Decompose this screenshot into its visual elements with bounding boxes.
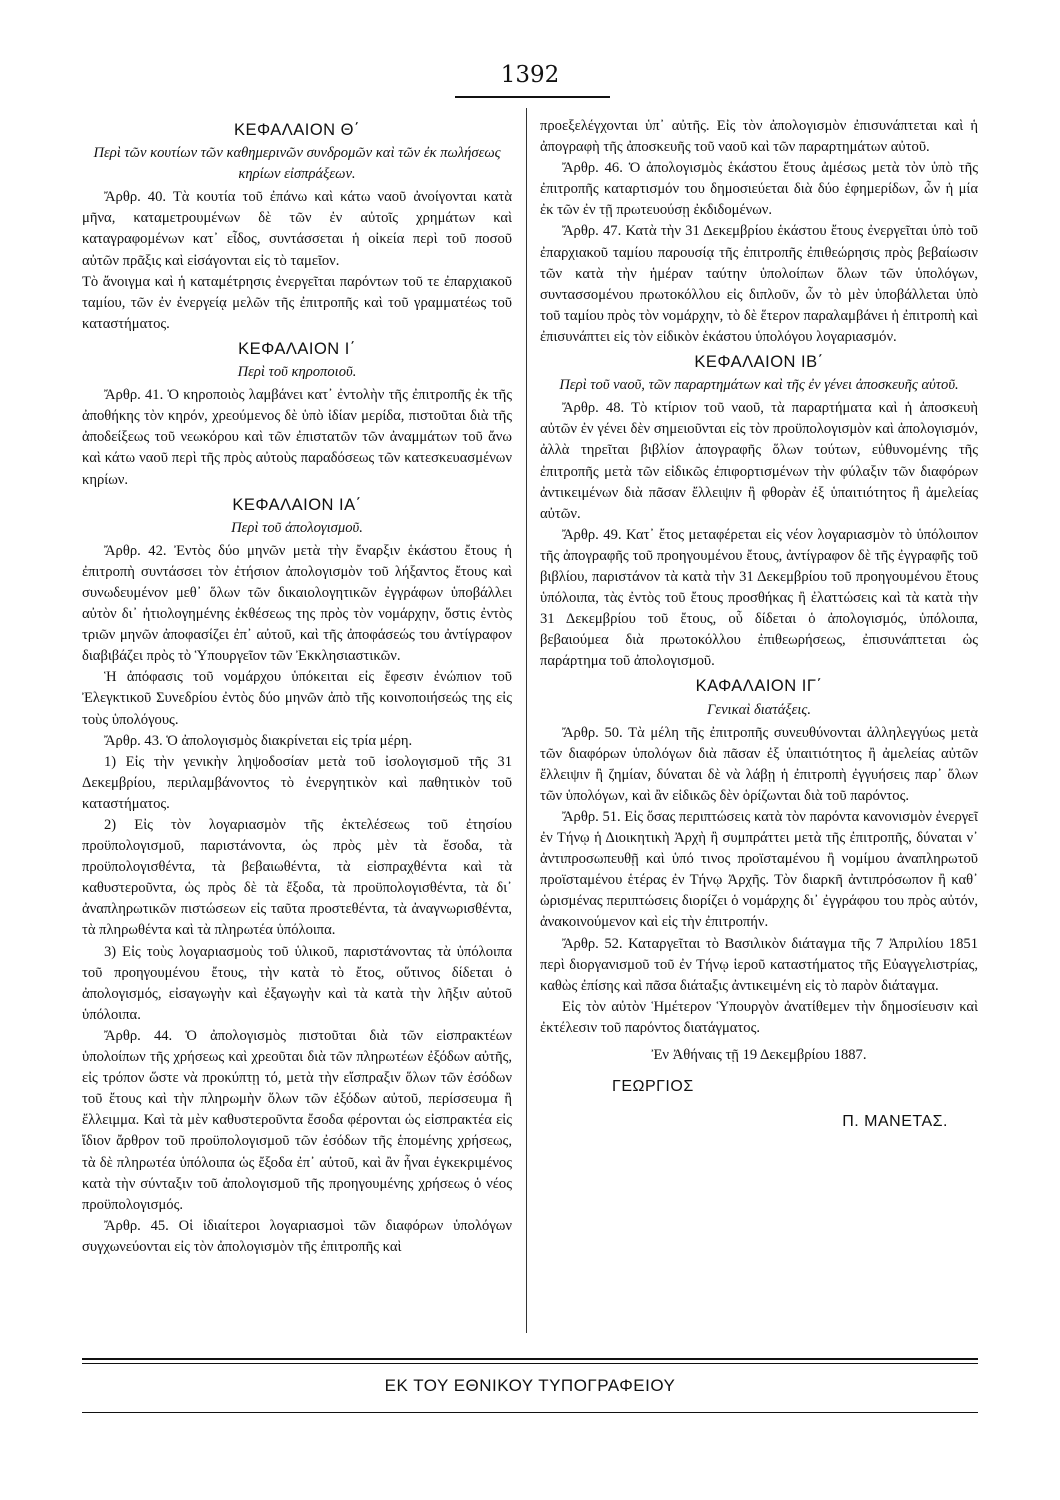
article-51: Ἄρθρ. 51. Εἰς ὅσας περιπτώσεις κατὰ τὸν παρόντα κανονισμὸν ἐνεργεῖ ἐν Τήνῳ ἡ Διοικητικὴ Ἀρχὴ ἢ συμπράττει μετὰ τῆς ἐπιτροπῆς, δύναται ν᾽ ἀντιπροσωπευθῇ καὶ ὑπό τινος προϊσταμένου ἢ νομίμου ἀναπληρωτοῦ προϊσταμένου ἑτέρας ἐν Τήνῳ Ἀρχῆς. Τὸν διαρκῆ ἀντιπρόσωπον ἢ καθ᾽ ὡρισμένας περιπτώσεις διορίζει ὁ νομάρχης δι᾽ ἐγγράφου του πρὸς αὐτόν, ἀνακοινούμενον καὶ εἰς τὴν ἐπιτροπήν. [540,809,978,931]
chapter-9-heading: ΚΕΦΑΛΑΙΟΝ Θ΄ [234,121,360,139]
chapter-11-subtitle: Περὶ τοῦ ἀπολογισμοῦ. [231,519,363,536]
article-40: Ἄρθρ. 40. Τὰ κουτία τοῦ ἐπάνω καὶ κάτω ναοῦ ἀνοίγονται κατὰ μῆνα, καταμετρουμένων δὲ τῶν ἐν αὐτοῖς χρημάτων καὶ καταγραφομένων κατ᾽ εἶδος, συντάσσεται ἡ οἰκεία περὶ τοῦ ποσοῦ αὐτῶν πρᾶξις καὶ εἰσάγονται εἰς τὸ ταμεῖον. [82,189,512,269]
closing-clause: Εἰς τὸν αὐτὸν Ἡμέτερον Ὑπουργὸν ἀνατίθεμεν τὴν δημοσίευσιν καὶ ἐκτέλεσιν τοῦ παρόντος διατάγματος. [540,998,978,1036]
chapter-10-heading: ΚΕΦΑΛΑΙΟΝ Ι΄ [238,339,356,358]
header-rule [455,96,610,98]
article-45-start: Ἄρθρ. 45. Οἱ ἰδιαίτεροι λογαριασμοὶ τῶν διαφόρων ὑπολόγων συγχωνεύονται εἰς τὸν ἀπολογισμὸν τῆς ἐπιτροπῆς καὶ [82,1217,512,1255]
chapter-12-heading: ΚΕΦΑΛΑΙΟΝ ΙΒ΄ [694,353,824,372]
article-45-end: προεξελέγχονται ὑπ᾽ αὐτῆς. Εἰς τὸν ἀπολογισμὸν ἐπισυνάπτεται καὶ ἡ ἀπογραφὴ τῆς ἀποσκευῆς τοῦ ναοῦ καὶ τῶν παραρτημάτων αὐτοῦ. [540,118,978,156]
page-number: 1392 [500,62,560,88]
article-43-item-3: 3) Εἰς τοὺς λογαριασμοὺς τοῦ ὑλικοῦ, παριστάνοντας τὰ ὑπόλοιπα τοῦ προηγουμένου ἔτους, τὴν κατὰ τὸ ἔτος, οὕτινος δίδεται ὁ ἀπολογισμός, εἰσαγωγὴν καὶ ἐξαγωγὴν καὶ τὰ κατὰ τὴν λῆξιν αὐτοῦ ὑπόλοιπα. [82,943,512,1023]
signature-king: ΓΕΩΡΓΙΟΣ [612,1078,694,1096]
article-40-continued: Τὸ ἄνοιγμα καὶ ἡ καταμέτρησις ἐνεργεῖται παρόντων τοῦ τε ἐπαρχιακοῦ ταμίου, τῶν ἐν ἐνεργείᾳ μελῶν τῆς ἐπιτροπῆς καὶ τοῦ γραμματέως τοῦ καταστήματος. [82,273,512,332]
article-47: Ἄρθρ. 47. Κατὰ τὴν 31 Δεκεμβρίου ἑκάστου ἔτους ἐνεργεῖται ὑπὸ τοῦ ἐπαρχιακοῦ ταμίου παρουσίᾳ τῆς ἐπιτροπῆς ἐπιθεώρησις πρὸς βεβαίωσιν τῶν κατὰ τὴν ἡμέραν ταύτην ὑπολοίπων ὅλων τῶν ὑπολόγων, συντασσομένου πρωτοκόλλου εἰς διπλοῦν, ὧν τὸ μὲν ὑποβάλλεται ὑπὸ τοῦ ταμίου πρὸς τὸν νομάρχην, τὸ δὲ ἕτερον παραλαμβάνει ἡ ἐπιτροπὴ καὶ ἐπισυνάπτει εἰς τὸν εἰδικὸν ἑκάστου ὑπολόγου λογαριασμόν. [540,223,978,345]
column-divider [526,108,527,1333]
signature-minister: Π. ΜΑΝΕΤΑΣ. [842,1113,948,1131]
right-column [540,116,978,1132]
footer-rule-top [82,1358,978,1360]
article-49: Ἄρθρ. 49. Κατ᾽ ἔτος μεταφέρεται εἰς νέον λογαριασμὸν τὸ ὑπόλοιπον τῆς ἀπογραφῆς τοῦ προηγουμένου ἔτους, ἀντίγραφον δὲ τῆς ἐγγραφῆς τοῦ βιβλίου, παριστάνον τὰ κατὰ τὴν 31 Δεκεμβρίου τοῦ προηγουμένου ἔτους ὑπόλοιπα, τὰς ἐντὸς τοῦ ἔτους προσθήκας ἢ ἐλαττώσεις καὶ τὰ κατὰ τὴν 31 Δεκεμβρίου τοῦ ἔτους, οὗ δίδεται ὁ ἀπολογισμός, ὑπόλοιπα, βεβαιούμεα διὰ πρωτοκόλλου ἐπιθεωρήσεως, ἐπισυνάπτεται ὡς παράρτημα τοῦ ἀπολογισμοῦ. [540,526,978,670]
article-42-appeal: Ἡ ἀπόφασις τοῦ νομάρχου ὑπόκειται εἰς ἔφεσιν ἐνώπιον τοῦ Ἐλεγκτικοῦ Συνεδρίου ἐντὸς δύο μηνῶν ἀπὸ τῆς κοινοποιήσεώς της εἰς τοὺς ὑπολόγους. [82,669,512,728]
footer-rule-bottom [82,1412,978,1413]
printer-imprint: ΕΚ ΤΟΥ ΕΘΝΙΚΟΥ ΤΥΠΟΓΡΑΦΕΙΟΥ [384,1376,676,1395]
article-42: Ἄρθρ. 42. Ἐντὸς δύο μηνῶν μετὰ τὴν ἔναρξιν ἑκάστου ἔτους ἡ ἐπιτροπὴ συντάσσει τὸν ἐτήσιον ἀπολογισμὸν τοῦ λήξαντος ἔτους καὶ συνωδευμένον μεθ᾽ ὅλων τῶν δικαιολογητικῶν ἐγγράφων ὑποβάλλει αὐτὸν δι᾽ ἠτιολογημένης ἐκθέσεως της πρὸς τὸν νομάρχην, ὅστις ἐντὸς τριῶν μηνῶν ἀποφασίζει ἐπ᾽ αὐτοῦ, καὶ τῆς ἀποφάσεώς του ἀντίγραφον διαβιβάζει πρὸς τὸ Ὑπουργεῖον τῶν Ἐκκλησιαστικῶν. [82,542,512,665]
chapter-10-subtitle: Περὶ τοῦ κηροποιοῦ. [237,364,357,381]
article-43: Ἄρθρ. 43. Ὁ ἀπολογισμὸς διακρίνεται εἰς τρία μέρη. [104,732,413,749]
article-41: Ἄρθρ. 41. Ὁ κηροποιὸς λαμβάνει κατ᾽ ἐντολὴν τῆς ἐπιτροπῆς ἐκ τῆς ἀποθήκης τὸν κηρόν, χρεούμενος δὲ ὑπὸ ἰδίαν μερίδα, πιστοῦται διὰ τῆς ἀποδείξεως τοῦ νεωκόρου καὶ τῶν ἐπιστατῶν τῶν ἀναμμάτων τοῦ ἄνω καὶ κάτω ναοῦ περὶ τῆς πρὸς αὐτοὺς παραδόσεως τῶν κατεσκευασμένων κηρίων. [82,387,512,488]
signing-date: Ἐν Ἀθήναις τῇ 19 Δεκεμβρίου 1887. [651,1047,867,1064]
article-43-item-2: 2) Εἰς τὸν λογαριασμὸν τῆς ἐκτελέσεως τοῦ ἐτησίου προϋπολογισμοῦ, παριστάνοντα, ὡς πρὸς μὲν τὰ ἔσοδα, τὰ προϋπολογισθέντα, τὰ βεβαιωθέντα, τὰ εἰσπραχθέντα καὶ τὰ καθυστεροῦντα, ὡς πρὸς δὲ τὰ ἔξοδα, τὰ προϋπολογισθέντα, τὰ δι᾽ ἀναπληρωτικῶν πιστώσεων εἰς ταῦτα προστεθέντα, τὰ ἀναγνωρισθέντα, τὰ πληρωθέντα καὶ τὰ πληρωτέα ὑπόλοιπα. [82,817,512,939]
article-46: Ἄρθρ. 46. Ὁ ἀπολογισμὸς ἑκάστου ἔτους ἀμέσως μετὰ τὸν ὑπὸ τῆς ἐπιτροπῆς καταρτισμόν του δημοσιεύεται διὰ δύο ἐφημερίδων, ὧν ἡ μία ἐκ τῶν ἐν τῇ πρωτευούσῃ ἐκδιδομένων. [540,160,978,219]
chapter-12-subtitle: Περὶ τοῦ ναοῦ, τῶν παραρτημάτων καὶ τῆς ἐν γένει ἀποσκευῆς αὐτοῦ. [559,377,959,394]
left-column [82,116,512,1258]
article-43-item-1: 1) Εἰς τὴν γενικὴν ληψοδοσίαν μετὰ τοῦ ἰσολογισμοῦ τῆς 31 Δεκεμβρίου, περιλαμβάνοντος τὸ ἐνεργητικὸν καὶ παθητικὸν τοῦ καταστήματος. [82,753,512,812]
article-48: Ἄρθρ. 48. Τὸ κτίριον τοῦ ναοῦ, τὰ παραρτήματα καὶ ἡ ἀποσκευὴ αὐτῶν ἐν γένει δὲν σημειοῦνται εἰς τὸν προϋπολογισμὸν καὶ ἀπολογισμόν, ἀλλὰ τηρεῖται βιβλίον ἀπογραφῆς ὅλων τούτων, εὐθυνομένης τῆς ἐπιτροπῆς μετὰ τῶν εἰδικῶς ἐπιφορτισμένων τὴν φύλαξιν τῶν διαφόρων ἀντικειμένων διὰ πᾶσαν ἔλλειψιν ἢ φθορὰν ἐξ ὑπαιτιότητος ἢ ἀμελείας αὐτῶν. [540,400,978,522]
article-50: Ἄρθρ. 50. Τὰ μέλη τῆς ἐπιτροπῆς συνευθύνονται ἀλληλεγγύως μετὰ τῶν διαφόρων ὑπολόγων διὰ πᾶσαν ἐξ ὑπαιτιότητος ἢ ἀμελείας αὐτῶν ἔλλειψιν ἢ ζημίαν, δύναται δὲ νὰ λάβῃ ἡ ἐπιτροπὴ ἐγγυήσεις παρ᾽ ὅλων τῶν ὑπολόγων, καὶ ἂν εἰδικῶς δὲν ὁρίζωνται διὰ τοῦ παρόντος. [540,724,978,804]
article-52: Ἄρθρ. 52. Καταργεῖται τὸ Βασιλικὸν διάταγμα τῆς 7 Ἀπριλίου 1851 περὶ διοργανισμοῦ τοῦ ἐν Τήνῳ ἱεροῦ καταστήματος τῆς Εὐαγγελιστρίας, καθὼς ἐπίσης καὶ πᾶσα διάταξις ἀντικειμένη εἰς τὸ παρὸν διάταγμα. [540,935,978,994]
chapter-13-subtitle: Γενικαὶ διατάξεις. [707,701,811,718]
chapter-9-subtitle: Περὶ τῶν κουτίων τῶν καθημερινῶν συνδρομῶν καὶ τῶν ἐκ πωλήσεως κηρίων εἰσπράξεων. [93,145,501,183]
footer-rule-top-thin [82,1363,978,1364]
article-44: Ἄρθρ. 44. Ὁ ἀπολογισμὸς πιστοῦται διὰ τῶν εἰσπρακτέων ὑπολοίπων τῆς χρήσεως καὶ χρεοῦται διὰ τῶν πληρωτέων ἐξόδων αὐτῆς, εἰς τρόπον ὥστε νὰ προκύπτῃ τό, μετὰ τὴν εἴσπραξιν ὅλων τῶν ἐσόδων τοῦ ἔτους καὶ τὴν πληρωμὴν ὅλων τῶν ἐξόδων αὐτοῦ, περίσσευμα ἢ ἔλλειμμα. Καὶ τὰ μὲν καθυστεροῦντα ἔσοδα φέρονται ὡς εἰσπρακτέα εἰς ἴδιον ἄρθρον τοῦ προϋπολογισμοῦ τῶν ἐσόδων τῆς ἑπομένης χρήσεως, τὰ δὲ πληρωτέα ὑπόλοιπα ὡς ἔξοδα ἐπ᾽ αὐτοῦ, καὶ ἂν ἦναι ἐγκεκριμένος κατὰ τὴν σύνταξιν τοῦ ἀπολογισμοῦ τῆς προηγουμένης χρήσεως ὁ νέος προϋπολογισμός. [82,1027,512,1213]
chapter-11-heading: ΚΕΦΑΛΑΙΟΝ ΙΑ΄ [232,495,362,514]
chapter-13-heading: ΚΑΦΑΛΑΙΟΝ ΙΓ΄ [695,677,823,696]
